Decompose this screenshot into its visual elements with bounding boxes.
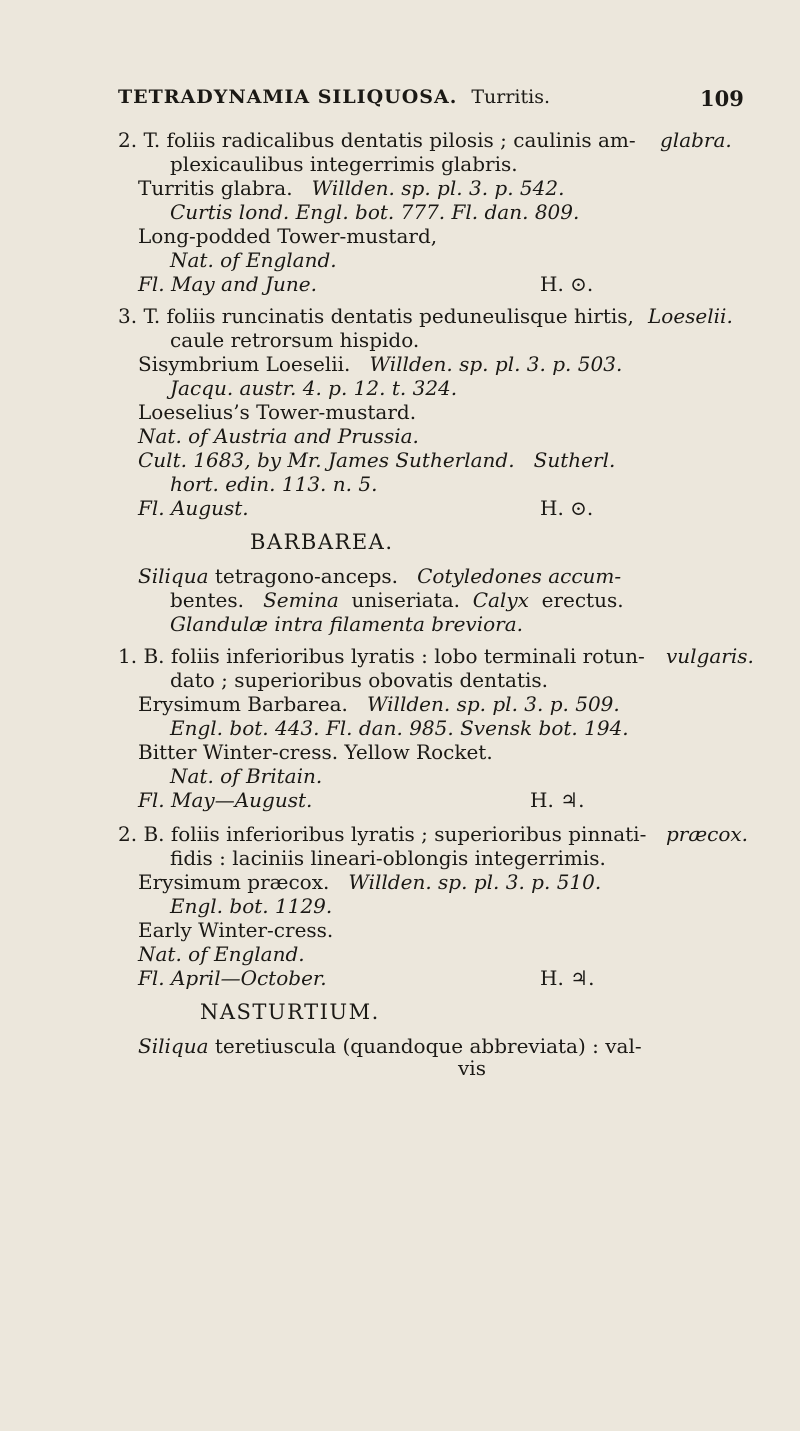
native-line: Nat. of Britain. bbox=[170, 764, 323, 788]
native-line: Nat. of England. bbox=[170, 248, 337, 272]
cultivation-line bbox=[138, 448, 615, 472]
reference-line: hort. edin. 113. n. 5. bbox=[170, 472, 378, 496]
term: Cotyledones accum- bbox=[417, 564, 622, 588]
description: tetragono-anceps. bbox=[214, 564, 399, 588]
genus-heading: BARBAREA. bbox=[250, 530, 394, 554]
native-line: Nat. of England. bbox=[138, 942, 305, 966]
cultivation-text: Cult. 1683, by Mr. James Sutherland. bbox=[138, 448, 515, 472]
description: erectus. bbox=[541, 588, 624, 612]
habit-symbol: H. ⊙. bbox=[540, 496, 594, 520]
common-name: Early Winter-cress. bbox=[138, 918, 334, 942]
header-genus: Turritis. bbox=[471, 86, 550, 108]
species-name: Loeselii. bbox=[648, 304, 733, 328]
common-name: Bitter Winter-cress. Yellow Rocket. bbox=[138, 740, 493, 764]
reference: Sutherl. bbox=[533, 448, 616, 472]
flowering-line: Fl. April—October. bbox=[138, 966, 327, 990]
synonym-line bbox=[138, 692, 620, 716]
species-name: præcox. bbox=[666, 822, 749, 846]
genus-heading: NASTURTIUM. bbox=[200, 1000, 380, 1024]
character-line bbox=[138, 1034, 642, 1058]
character-line bbox=[138, 564, 621, 588]
synonym-line bbox=[138, 176, 564, 200]
synonym-line bbox=[138, 870, 601, 894]
synonym-line bbox=[138, 352, 622, 376]
synonym-name: Erysimum Barbarea. bbox=[138, 692, 348, 716]
reference-line: Engl. bot. 1129. bbox=[170, 894, 333, 918]
term: Semina bbox=[263, 588, 339, 612]
reference: Willden. sp. pl. 3. p. 510. bbox=[348, 870, 602, 894]
description: bentes. bbox=[170, 588, 245, 612]
habit-symbol: H. ⊙. bbox=[540, 272, 594, 296]
entry-line: dato ; superioribus obovatis dentatis. bbox=[170, 668, 548, 692]
header-class-name: TETRADYNAMIA SILIQUOSA. bbox=[118, 86, 458, 108]
common-name: Loeselius’s Tower-mustard. bbox=[138, 400, 417, 424]
habit-symbol: H. ♃. bbox=[540, 966, 595, 990]
entry-line: 1. B. foliis inferioribus lyratis : lobo terminali rotun- bbox=[118, 644, 645, 668]
entry-line: 2. B. foliis inferioribus lyratis ; superioribus pinnati- bbox=[118, 822, 647, 846]
reference-line: Jacqu. austr. 4. p. 12. t. 324. bbox=[170, 376, 458, 400]
native-line: Nat. of Austria and Prussia. bbox=[138, 424, 419, 448]
flowering-line: Fl. August. bbox=[138, 496, 249, 520]
reference: Willden. sp. pl. 3. p. 509. bbox=[366, 692, 620, 716]
term: Siliqua bbox=[138, 564, 209, 588]
description: teretiuscula (quandoque abbreviata) : val- bbox=[214, 1034, 642, 1058]
entry-line: 3. T. foliis runcinatis dentatis peduneulisque hirtis, bbox=[118, 304, 634, 328]
description: uniseriata. bbox=[351, 588, 460, 612]
header-title bbox=[118, 86, 550, 108]
synonym-name: Turritis glabra. bbox=[138, 176, 293, 200]
term: Siliqua bbox=[138, 1034, 209, 1058]
entry-line: 2. T. foliis radicalibus dentatis pilosis ; caulinis am- bbox=[118, 128, 636, 152]
common-name: Long-podded Tower-mustard, bbox=[138, 224, 438, 248]
reference: Willden. sp. pl. 3. p. 542. bbox=[311, 176, 565, 200]
running-header bbox=[0, 86, 800, 114]
term: Calyx bbox=[472, 588, 529, 612]
reference-line: Engl. bot. 443. Fl. dan. 985. Svensk bot. 194. bbox=[170, 716, 629, 740]
synonym-name: Erysimum præcox. bbox=[138, 870, 330, 894]
reference: Willden. sp. pl. 3. p. 503. bbox=[369, 352, 623, 376]
flowering-line: Fl. May—August. bbox=[138, 788, 313, 812]
catchword: vis bbox=[458, 1056, 486, 1080]
entry-line: caule retrorsum hispido. bbox=[170, 328, 420, 352]
species-name: glabra. bbox=[660, 128, 732, 152]
flowering-line: Fl. May and June. bbox=[138, 272, 317, 296]
habit-symbol: H. ♃. bbox=[530, 788, 585, 812]
reference-line: Curtis lond. Engl. bot. 777. Fl. dan. 809. bbox=[170, 200, 580, 224]
entry-line: fidis : laciniis lineari-oblongis integerrimis. bbox=[170, 846, 606, 870]
entry-line: plexicaulibus integerrimis glabris. bbox=[170, 152, 518, 176]
synonym-name: Sisymbrium Loeselii. bbox=[138, 352, 351, 376]
species-name: vulgaris. bbox=[666, 644, 754, 668]
character-line bbox=[170, 588, 624, 612]
character-line: Glandulæ intra filamenta breviora. bbox=[170, 612, 524, 636]
page-number: 109 bbox=[700, 86, 744, 111]
